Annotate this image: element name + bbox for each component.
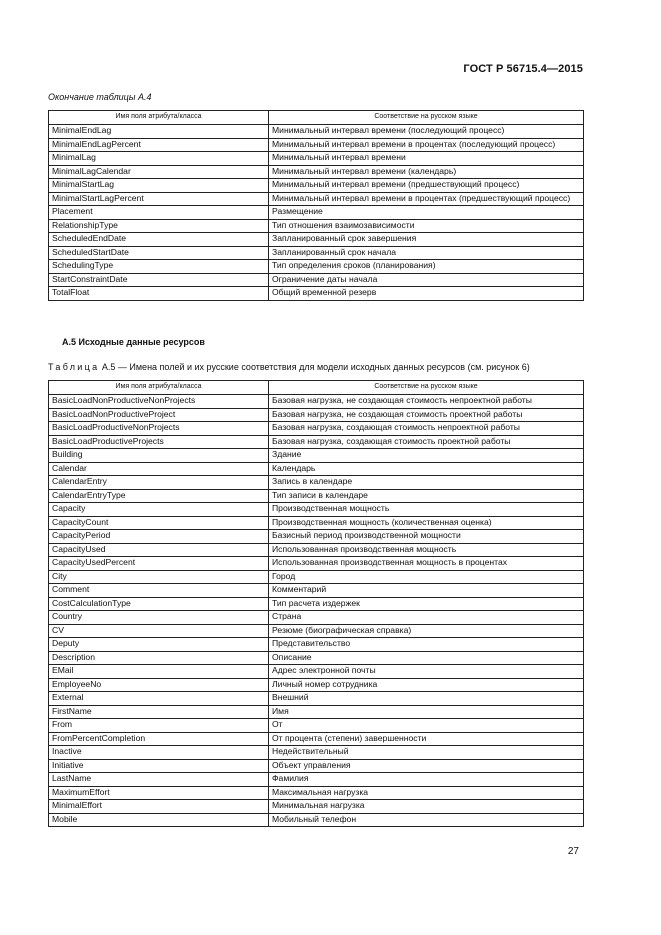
table-a4-end	[48, 110, 584, 301]
field-name-cell: Building	[49, 449, 269, 463]
russian-term-cell: Максимальная нагрузка	[269, 786, 584, 800]
table-row	[49, 192, 584, 206]
table-header-field-name: Имя поля атрибута/класса	[49, 381, 269, 395]
russian-term-cell: Минимальный интервал времени (последующий процесс)	[269, 125, 584, 139]
table-row	[49, 638, 584, 652]
russian-term-cell: Город	[269, 570, 584, 584]
russian-term-cell: Производственная мощность (количественная оценка)	[269, 516, 584, 530]
field-name-cell: Mobile	[49, 813, 269, 827]
field-name-cell: BasicLoadNonProductiveNonProjects	[49, 395, 269, 409]
russian-term-cell: Тип расчета издержек	[269, 597, 584, 611]
russian-term-cell: Тип отношения взаимозависимости	[269, 219, 584, 233]
table-row	[49, 719, 584, 733]
table-row	[49, 516, 584, 530]
table-row	[49, 138, 584, 152]
table-row	[49, 557, 584, 571]
table-continuation-label: Окончание таблицы А.4	[48, 92, 152, 102]
field-name-cell: MinimalLag	[49, 152, 269, 166]
field-name-cell: FirstName	[49, 705, 269, 719]
field-name-cell: External	[49, 692, 269, 706]
russian-term-cell: Минимальный интервал времени в процентах (последующий процесс)	[269, 138, 584, 152]
field-name-cell: From	[49, 719, 269, 733]
table-row	[49, 449, 584, 463]
table-row	[49, 665, 584, 679]
field-name-cell: CapacityUsed	[49, 543, 269, 557]
field-name-cell: Deputy	[49, 638, 269, 652]
table-row	[49, 206, 584, 220]
field-name-cell: CalendarEntry	[49, 476, 269, 490]
table-row	[49, 260, 584, 274]
table-header-russian: Соответствие на русском языке	[269, 381, 584, 395]
table-row	[49, 179, 584, 193]
russian-term-cell: Базовая нагрузка, не создающая стоимость проектной работы	[269, 408, 584, 422]
field-name-cell: CostCalculationType	[49, 597, 269, 611]
russian-term-cell: Размещение	[269, 206, 584, 220]
table-row	[49, 800, 584, 814]
field-name-cell: CV	[49, 624, 269, 638]
table-row	[49, 732, 584, 746]
russian-term-cell: Тип записи в календаре	[269, 489, 584, 503]
table-row	[49, 530, 584, 544]
table-caption-text: А.5 — Имена полей и их русские соответствия для модели исходных данных ресурсов (см. рисунок 6)	[99, 362, 530, 372]
table-row	[49, 476, 584, 490]
russian-term-cell: Резюме (биографическая справка)	[269, 624, 584, 638]
russian-term-cell: Объект управления	[269, 759, 584, 773]
russian-term-cell: Базовая нагрузка, создающая стоимость проектной работы	[269, 435, 584, 449]
field-name-cell: Comment	[49, 584, 269, 598]
russian-term-cell: Минимальный интервал времени (предшествующий процесс)	[269, 179, 584, 193]
field-name-cell: Initiative	[49, 759, 269, 773]
table-row	[49, 503, 584, 517]
russian-term-cell: Общий временной резерв	[269, 287, 584, 301]
table-row	[49, 759, 584, 773]
field-name-cell: CapacityCount	[49, 516, 269, 530]
table-row	[49, 435, 584, 449]
russian-term-cell: Внешний	[269, 692, 584, 706]
field-name-cell: MaximumEffort	[49, 786, 269, 800]
field-name-cell: MinimalLagCalendar	[49, 165, 269, 179]
table-row	[49, 462, 584, 476]
field-name-cell: Description	[49, 651, 269, 665]
russian-term-cell: Фамилия	[269, 773, 584, 787]
table-row	[49, 125, 584, 139]
table-row	[49, 287, 584, 301]
russian-term-cell: Запланированный срок начала	[269, 246, 584, 260]
table-header-russian: Соответствие на русском языке	[269, 111, 584, 125]
field-name-cell: CapacityPeriod	[49, 530, 269, 544]
field-name-cell: FromPercentCompletion	[49, 732, 269, 746]
table-row	[49, 422, 584, 436]
field-name-cell: SchedulingType	[49, 260, 269, 274]
russian-term-cell: Базисный период производственной мощности	[269, 530, 584, 544]
russian-term-cell: Ограничение даты начала	[269, 273, 584, 287]
field-name-cell: CapacityUsedPercent	[49, 557, 269, 571]
table-row	[49, 165, 584, 179]
field-name-cell: ScheduledEndDate	[49, 233, 269, 247]
russian-term-cell: Адрес электронной почты	[269, 665, 584, 679]
russian-term-cell: Базовая нагрузка, не создающая стоимость непроектной работы	[269, 395, 584, 409]
russian-term-cell: От	[269, 719, 584, 733]
table-row	[49, 233, 584, 247]
field-name-cell: MinimalEffort	[49, 800, 269, 814]
standard-number: ГОСТ Р 56715.4—2015	[463, 63, 583, 75]
russian-term-cell: Использованная производственная мощность	[269, 543, 584, 557]
russian-term-cell: Использованная производственная мощность в процентах	[269, 557, 584, 571]
table-row	[49, 786, 584, 800]
field-name-cell: Capacity	[49, 503, 269, 517]
field-name-cell: LastName	[49, 773, 269, 787]
russian-term-cell: Недействительный	[269, 746, 584, 760]
russian-term-cell: Имя	[269, 705, 584, 719]
russian-term-cell: Личный номер сотрудника	[269, 678, 584, 692]
table-row	[49, 246, 584, 260]
field-name-cell: MinimalEndLag	[49, 125, 269, 139]
russian-term-cell: Мобильный телефон	[269, 813, 584, 827]
field-name-cell: BasicLoadNonProductiveProject	[49, 408, 269, 422]
field-name-cell: RelationshipType	[49, 219, 269, 233]
russian-term-cell: Запланированный срок завершения	[269, 233, 584, 247]
field-name-cell: BasicLoadProductiveNonProjects	[49, 422, 269, 436]
field-name-cell: TotalFloat	[49, 287, 269, 301]
russian-term-cell: Производственная мощность	[269, 503, 584, 517]
field-name-cell: Placement	[49, 206, 269, 220]
russian-term-cell: Описание	[269, 651, 584, 665]
table-row	[49, 678, 584, 692]
table-row	[49, 813, 584, 827]
table-row	[49, 570, 584, 584]
field-name-cell: Calendar	[49, 462, 269, 476]
russian-term-cell: Комментарий	[269, 584, 584, 598]
field-name-cell: EMail	[49, 665, 269, 679]
field-name-cell: MinimalStartLag	[49, 179, 269, 193]
russian-term-cell: Тип определения сроков (планирования)	[269, 260, 584, 274]
field-name-cell: CalendarEntryType	[49, 489, 269, 503]
field-name-cell: Country	[49, 611, 269, 625]
table-row	[49, 543, 584, 557]
page-number: 27	[567, 846, 579, 857]
table-row	[49, 651, 584, 665]
table-row	[49, 584, 584, 598]
section-heading: А.5 Исходные данные ресурсов	[62, 337, 205, 347]
russian-term-cell: Минимальный интервал времени в процентах (предшествующий процесс)	[269, 192, 584, 206]
russian-term-cell: Базовая нагрузка, создающая стоимость непроектной работы	[269, 422, 584, 436]
field-name-cell: ScheduledStartDate	[49, 246, 269, 260]
field-name-cell: StartConstraintDate	[49, 273, 269, 287]
field-name-cell: MinimalEndLagPercent	[49, 138, 269, 152]
russian-term-cell: Минимальный интервал времени (календарь)	[269, 165, 584, 179]
field-name-cell: MinimalStartLagPercent	[49, 192, 269, 206]
table-header-field-name: Имя поля атрибута/класса	[49, 111, 269, 125]
table-row	[49, 597, 584, 611]
field-name-cell: City	[49, 570, 269, 584]
table-row	[49, 273, 584, 287]
field-name-cell: EmployeeNo	[49, 678, 269, 692]
russian-term-cell: Здание	[269, 449, 584, 463]
russian-term-cell: Запись в календаре	[269, 476, 584, 490]
table-row	[49, 692, 584, 706]
table-row	[49, 152, 584, 166]
table-row	[49, 408, 584, 422]
table-caption-label: Таблица	[48, 362, 100, 372]
table-row	[49, 489, 584, 503]
table-row	[49, 773, 584, 787]
table-row	[49, 624, 584, 638]
table-caption	[48, 362, 530, 372]
table-row	[49, 395, 584, 409]
table-row	[49, 705, 584, 719]
table-row	[49, 219, 584, 233]
field-name-cell: Inactive	[49, 746, 269, 760]
russian-term-cell: Представительство	[269, 638, 584, 652]
russian-term-cell: Календарь	[269, 462, 584, 476]
table-row	[49, 746, 584, 760]
field-name-cell: BasicLoadProductiveProjects	[49, 435, 269, 449]
russian-term-cell: Минимальный интервал времени	[269, 152, 584, 166]
table-a5	[48, 380, 584, 827]
table-row	[49, 611, 584, 625]
russian-term-cell: От процента (степени) завершенности	[269, 732, 584, 746]
russian-term-cell: Минимальная нагрузка	[269, 800, 584, 814]
russian-term-cell: Страна	[269, 611, 584, 625]
